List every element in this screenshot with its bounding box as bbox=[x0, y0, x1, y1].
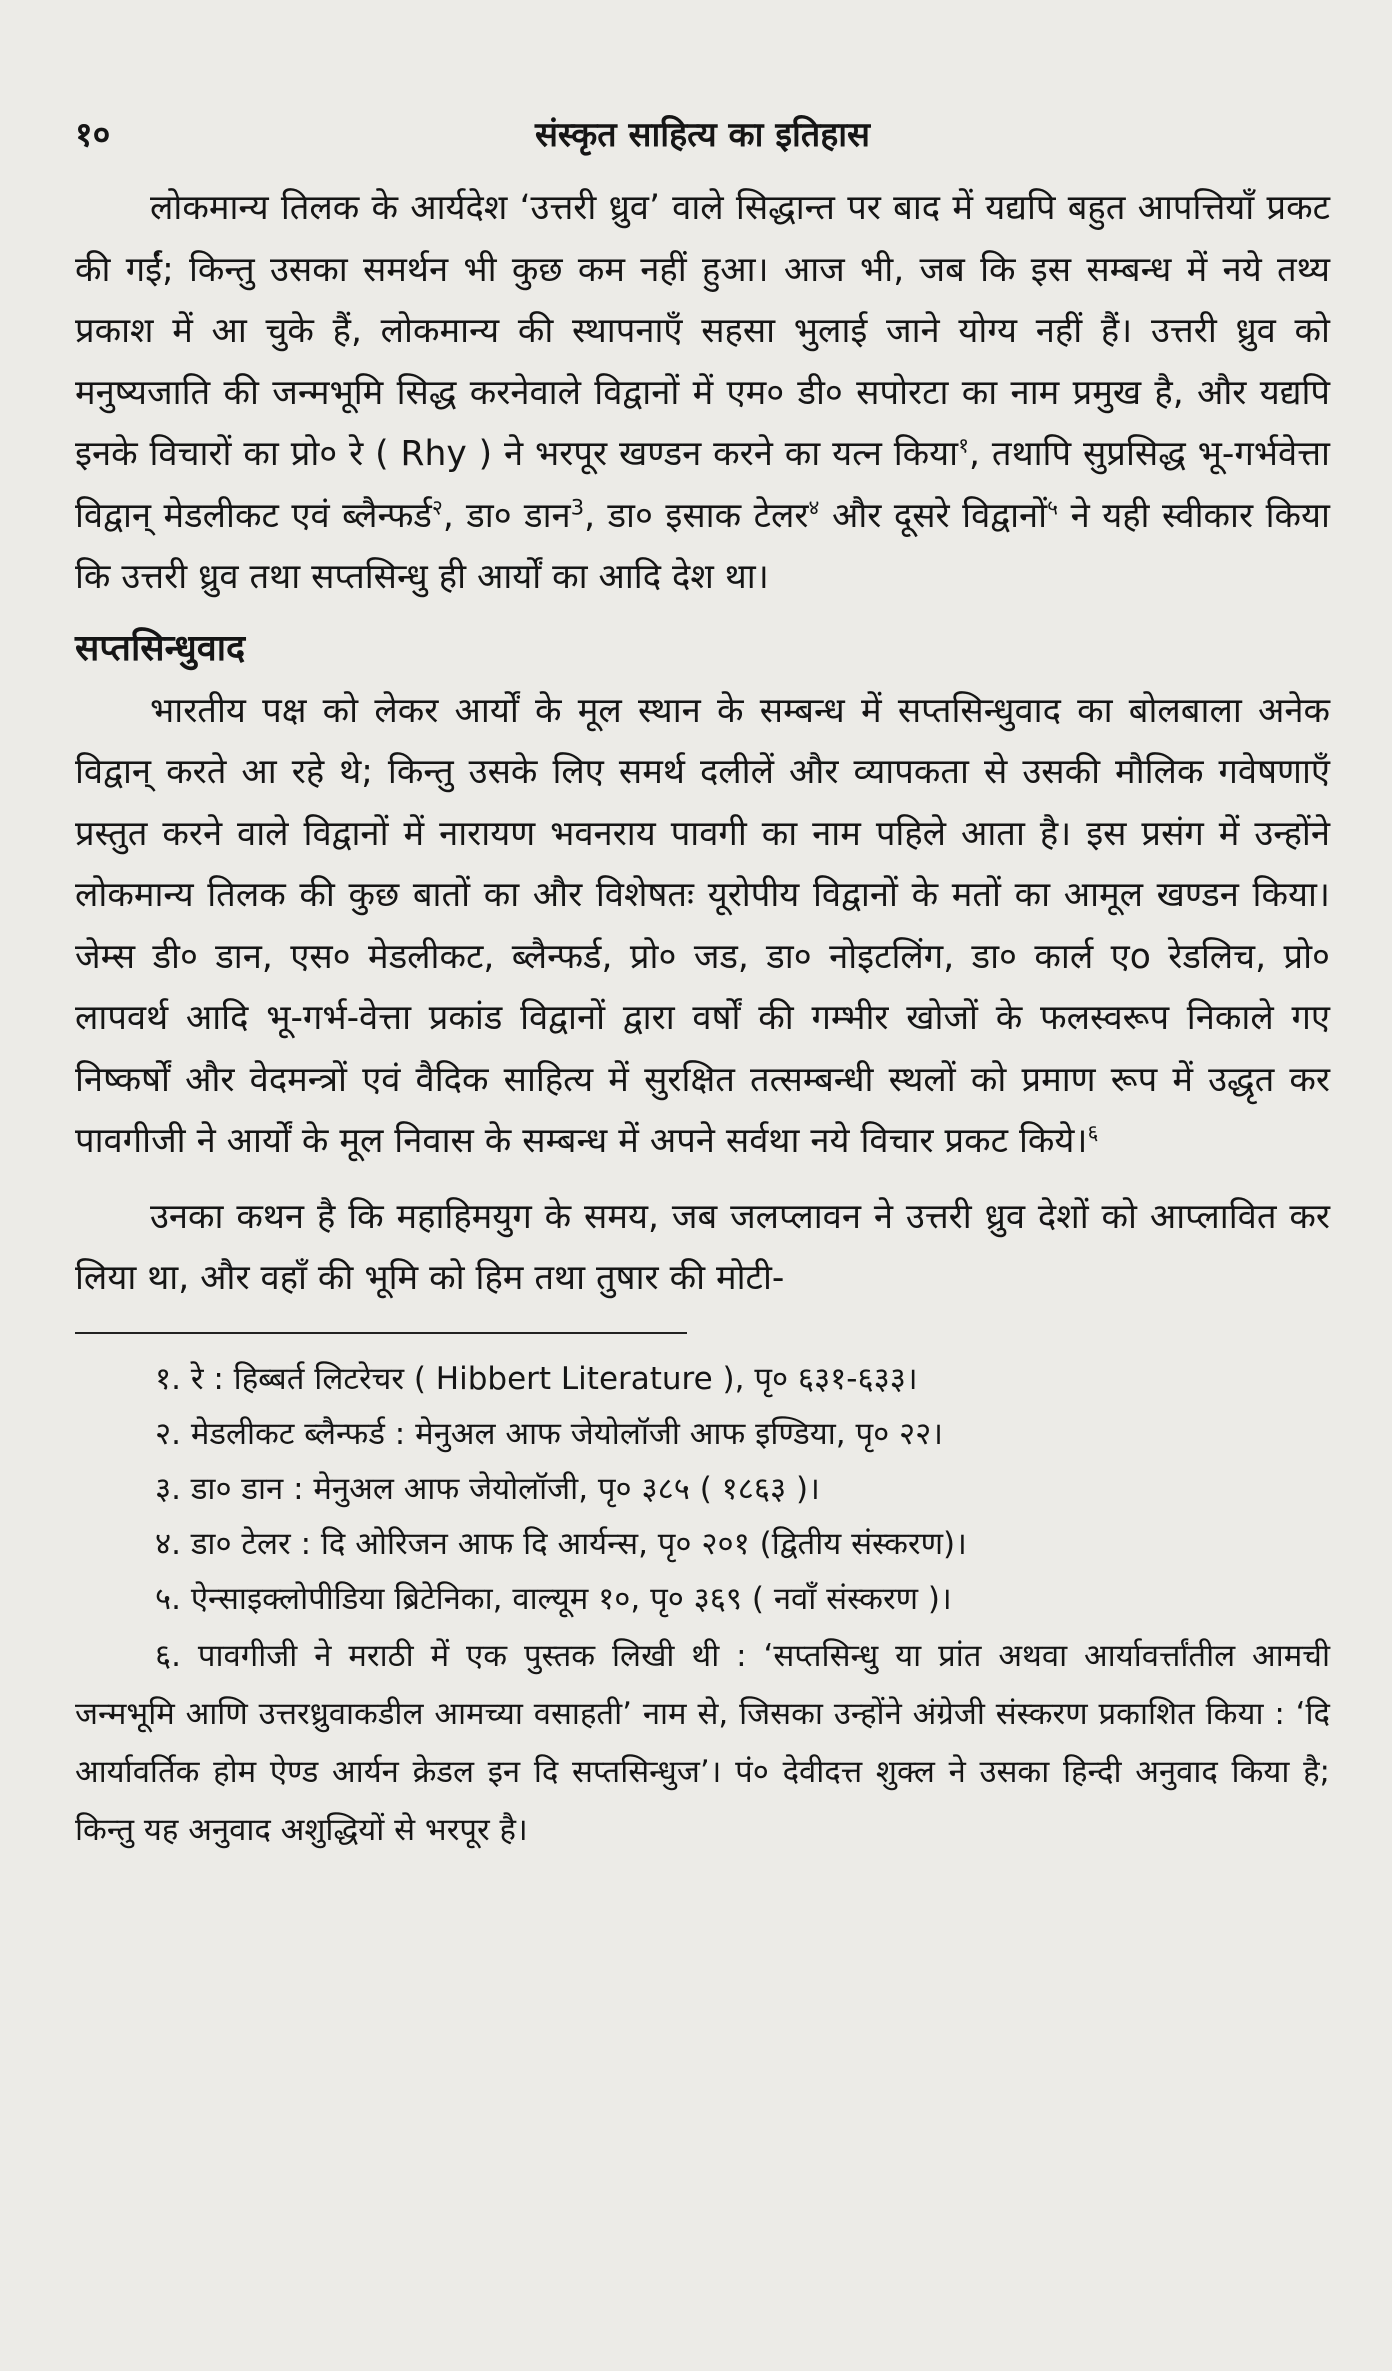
paragraph-text: , डा० इसाक टेलर bbox=[584, 495, 809, 536]
footnote-1: १. रे : हिब्बर्त लिटरेचर ( Hibbert Literature ), पृ० ६३१-६३३। bbox=[155, 1360, 918, 1397]
paragraph-text: उनका कथन है कि महाहिमयुग के समय, जब जलप्लावन ने उत्तरी ध्रुव देशों को आप्लावित कर लिया था, और वहाँ की भूमि को हिम तथा तुषार की मोटी- bbox=[75, 1196, 1330, 1298]
footnote-4: ४. डा० टेलर : दि ओरिजन आफ दि आर्यन्स, पृ० २०१ (द्वितीय संस्करण)। bbox=[155, 1525, 967, 1562]
paragraph-text: ने यही स्वीकार किया कि उत्तरी ध्रुव तथा सप्तसिन्धु ही आर्यों का आदि देश था। bbox=[75, 495, 1330, 597]
footnote-ref-3[interactable]: 3 bbox=[570, 495, 585, 519]
paragraph-text: भारतीय पक्ष को लेकर आर्यों के मूल स्थान के सम्बन्ध में सप्तसिन्धुवाद का बोलबाला अनेक विद्वान् करते आ रहे थे; किन्तु उसके लिए समर्थ दलीलें और व्यापकता से उसकी मौलिक गवेषणाएँ प्रस्तुत करने वाले विद्वानों में नारायण भवनराय पावगी का नाम पहिले आता है। इस प्रसंग में उन्होंने लोकमान्य तिलक की कुछ बातों का और विशेषतः यूरोपीय विद्वानों के मतों का आमूल खण्डन किया। जेम्स डी० डान, एस० मेडलीकट, ब्लैन्फर्ड, प्रो० जड, डा० नोइटलिंग, डा० कार्ल एo रेडलिच, प्रो० लापवर्थ आदि भू-गर्भ-वेत्ता प्रकांड विद्वानों द्वारा वर्षों की गम्भीर खोजों के फलस्वरूप निकाले गए निष्कर्षों और वेदमन्त्रों एवं वैदिक साहित्य में सुरक्षित तत्सम्बन्धी स्थलों को प्रमाण रूप में उद्धृत कर पावगीजी ने आर्यों के मूल निवास के सम्बन्ध में अपने सर्वथा नये विचार प्रकट किये। bbox=[75, 690, 1330, 1161]
footnote-5: ५. ऐन्साइक्लोपीडिया ब्रिटेनिका, वाल्यूम १०, पृ० ३६९ ( नवाँ संस्करण )। bbox=[155, 1580, 952, 1617]
footnote-3: ३. डा० डान : मेनुअल आफ जेयोलॉजी, पृ० ३८५ ( १८६३ )। bbox=[155, 1470, 820, 1507]
footnote-ref-2[interactable]: २ bbox=[431, 495, 443, 519]
footnote-2: २. मेडलीकट ब्लैन्फर्ड : मेनुअल आफ जेयोलॉजी आफ इण्डिया, पृ० २२। bbox=[155, 1415, 944, 1452]
paragraph-text: , तथापि सुप्रसिद्ध भू-गर्भवेत्ता विद्वान् मेडलीकट एवं ब्लैन्फर्ड bbox=[75, 434, 1330, 536]
page-number: १० bbox=[75, 115, 111, 155]
footnote-ref-5[interactable]: ५ bbox=[1047, 495, 1059, 519]
running-head bbox=[75, 100, 1330, 160]
footnote-divider bbox=[75, 1332, 687, 1334]
paragraph-text: और दूसरे विद्वानों bbox=[819, 495, 1048, 536]
paragraph-saptasindhu-theory bbox=[75, 681, 1330, 1173]
footnote-ref-4[interactable]: ४ bbox=[808, 495, 820, 519]
footnote-6: ६. पावगीजी ने मराठी में एक पुस्तक लिखी थी : ‘सप्तसिन्धु या प्रांत अथवा आर्यावर्त्तांतील आमची जन्मभूमि आणि उत्तरध्रुवाकडील आमच्या वसाहती’ नाम से, जिसका उन्होंने अंग्रेजी संस्करण प्रकाशित किया : ‘दि आर्यावर्तिक होम ऐण्ड आर्यन क्रेडल इन दि सप्तसिन्धुज’। पं० देवीदत्त शुक्ल ने उसका हिन्दी अनुवाद किया है; किन्तु यह अनुवाद अशुद्धियों से भरपूर है। bbox=[75, 1637, 1330, 1848]
footnote-ref-6[interactable]: ६ bbox=[1087, 1120, 1099, 1145]
paragraph-text: लोकमान्य तिलक के आर्यदेश ‘उत्तरी ध्रुव’ वाले सिद्धान्त पर बाद में यद्यपि बहुत आपत्तियाँ प्रकट की गईं; किन्तु उसका समर्थन भी कुछ कम नहीं हुआ। आज भी, जब कि इस सम्बन्ध में नये तथ्य प्रकाश में आ चुके हैं, लोकमान्य की स्थापनाएँ सहसा भुलाई जाने योग्य नहीं हैं। उत्तरी ध्रुव को मनुष्यजाति की जन्मभूमि सिद्ध करनेवाले विद्वानों में एम० डी० सपोरटा का नाम प्रमुख है, और यद्यपि इनके विचारों का प्रो० रे ( Rhy ) ने भरपूर खण्डन करने का यत्न किया bbox=[75, 188, 1330, 474]
footnotes-section bbox=[75, 1352, 1330, 1859]
section-heading-saptasindhuvad: सप्तसिन्धुवाद bbox=[75, 627, 246, 669]
paragraph-text: , डा० डान bbox=[442, 495, 571, 536]
book-title: संस्कृत साहित्य का इतिहास bbox=[534, 115, 871, 155]
paragraph-great-ice-age bbox=[75, 1187, 1330, 1310]
paragraph-tilak-arctic-theory bbox=[75, 178, 1330, 609]
footnote-ref-1[interactable]: १ bbox=[958, 433, 970, 458]
